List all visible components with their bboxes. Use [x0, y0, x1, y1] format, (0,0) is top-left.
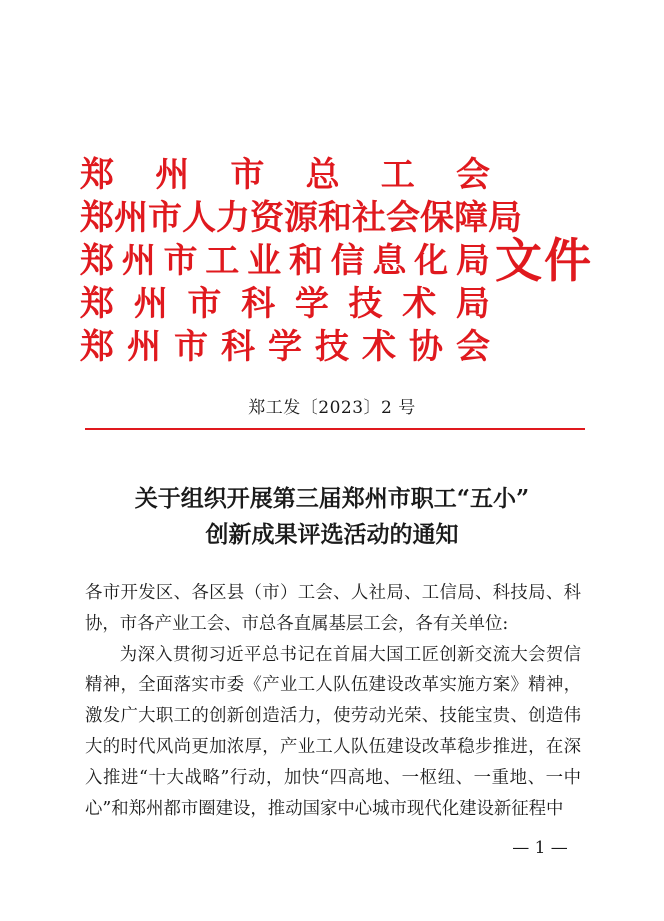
- title-line-2: 创新成果评选活动的通知: [205, 521, 459, 548]
- document-title: [0, 481, 664, 553]
- document-number: 郑工发〔2023〕2 号: [248, 398, 416, 418]
- issuing-authorities: [80, 154, 522, 369]
- issuer-line: 郑 州 市 总 工 会: [80, 155, 490, 195]
- red-divider-line: [85, 428, 585, 430]
- issuer-line: 郑 州 市 工 业 和 信 息 化 局: [80, 241, 490, 281]
- document-body: [85, 578, 581, 824]
- issuer-line: 郑 州 市 人 力 资 源 和 社 会 保 障 局: [80, 198, 522, 238]
- document-label: 文件: [495, 234, 593, 289]
- title-line-1: 关于组织开展第三届郑州市职工“五小”: [134, 485, 530, 512]
- salutation: 各市开发区、各区县（市）工会、人社局、工信局、科技局、科协，市各产业工会、市总各直属基层工会，各有关单位:: [85, 583, 581, 634]
- body-paragraph: 为深入贯彻习近平总书记在首届大国工匠创新交流大会贺信精神，全面落实市委《产业工人队伍建设改革实施方案》精神，激发广大职工的创新创造活力，使劳动光荣、技能宝贵、创造伟大的时代风尚更加浓厚，产业工人队伍建设改革稳步推进，在深入推进“十大战略”行动，加快“四高地、一枢纽、一重地、一中心”和郑州都市圈建设，推动国家中心城市现代化建设新征程中: [85, 644, 581, 819]
- issuer-line: 郑 州 市 科 学 技 术 局: [80, 284, 490, 324]
- page-number: — 1 —: [512, 838, 568, 858]
- issuer-line: 郑 州 市 科 学 技 术 协 会: [80, 327, 490, 367]
